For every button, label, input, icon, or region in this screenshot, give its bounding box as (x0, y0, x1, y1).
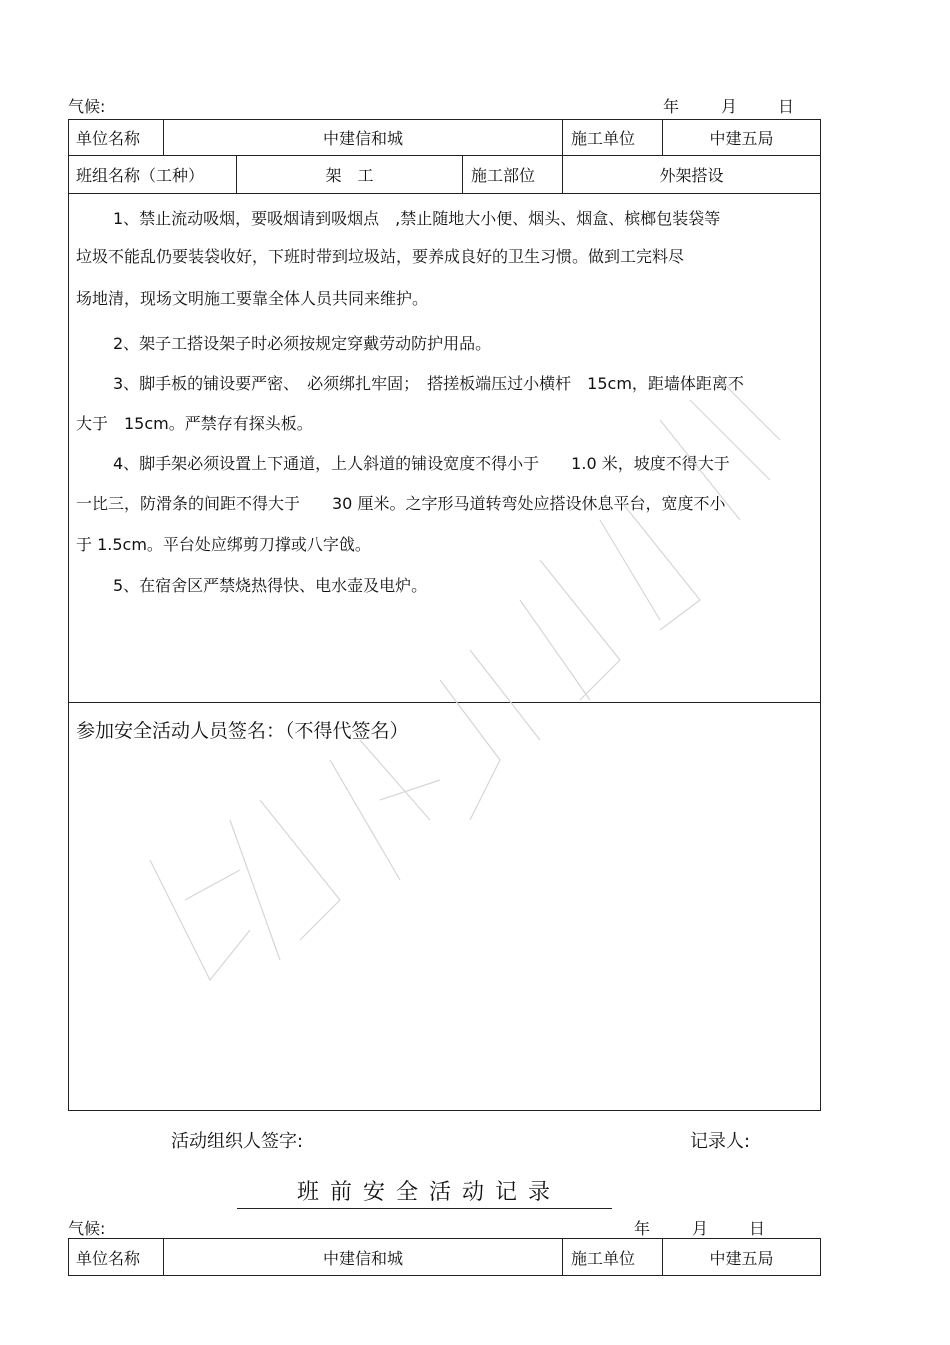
unit-name-label: 单位名称 (76, 1248, 141, 1268)
team-label: 班组名称（工种） (76, 166, 205, 185)
unit-name-label: 单位名称 (76, 129, 141, 148)
location-value: 外架搭设 (659, 166, 724, 185)
climate-label: 气候: (68, 1219, 106, 1238)
content-line: 垃圾不能乱仍要装袋收好，下班时带到垃圾站，要养成良好的卫生习惯。做到工完料尽 (76, 247, 685, 266)
organizer-signature-label: 活动组织人签字: (171, 1131, 304, 1152)
location-label: 施工部位 (471, 166, 536, 185)
date-month-label: 月 (721, 97, 738, 116)
construction-unit-label: 施工单位 (571, 1248, 636, 1268)
date-month-label: 月 (692, 1219, 709, 1238)
content-line: 1、禁止流动吸烟，要吸烟请到吸烟点 ,禁止随地大小便、烟头、烟盒、槟榔包装袋等 (113, 209, 721, 228)
date-year-label: 年 (663, 97, 680, 116)
date-day-label: 日 (778, 97, 795, 116)
date-day-label: 日 (749, 1219, 766, 1238)
construction-unit-value: 中建五局 (709, 1248, 774, 1268)
construction-unit-value: 中建五局 (709, 129, 774, 148)
content-line: 3、脚手板的铺设要严密、 必须绑扎牢固； 搭搓板端压过小横杆 15cm，距墙体距离不 (113, 374, 744, 393)
climate-label: 气候: (68, 97, 106, 116)
recorder-label: 记录人: (690, 1131, 751, 1152)
content-line: 一比三，防滑条的间距不得大于 30 厘米。之字形马道转弯处应搭设休息平台，宽度不小 (76, 494, 726, 513)
content-line: 大于 15cm。严禁存有探头板。 (76, 414, 313, 433)
unit-name-value: 中建信和城 (322, 129, 403, 148)
date-year-label: 年 (634, 1219, 651, 1238)
unit-name-value: 中建信和城 (322, 1248, 403, 1268)
team-value: 架 工 (325, 166, 374, 185)
content-line: 4、脚手架必须设置上下通道，上人斜道的铺设宽度不得小于 1.0 米，坡度不得大于 (113, 454, 730, 473)
content-line: 2、架子工搭设架子时必须按规定穿戴劳动防护用品。 (113, 334, 492, 353)
content-line: 5、在宿舍区严禁烧热得快、电水壶及电炉。 (113, 576, 428, 595)
content-line: 场地清，现场文明施工要靠全体人员共同来维护。 (76, 289, 429, 308)
construction-unit-label: 施工单位 (571, 129, 636, 148)
page-title: 班 前 安 全 活 动 记 录 (237, 1175, 612, 1209)
content-line: 于 1.5cm。平台处应绑剪刀撑或八字戗。 (76, 535, 371, 554)
signature-label: 参加安全活动人员签名：（不得代签名） (76, 720, 409, 742)
